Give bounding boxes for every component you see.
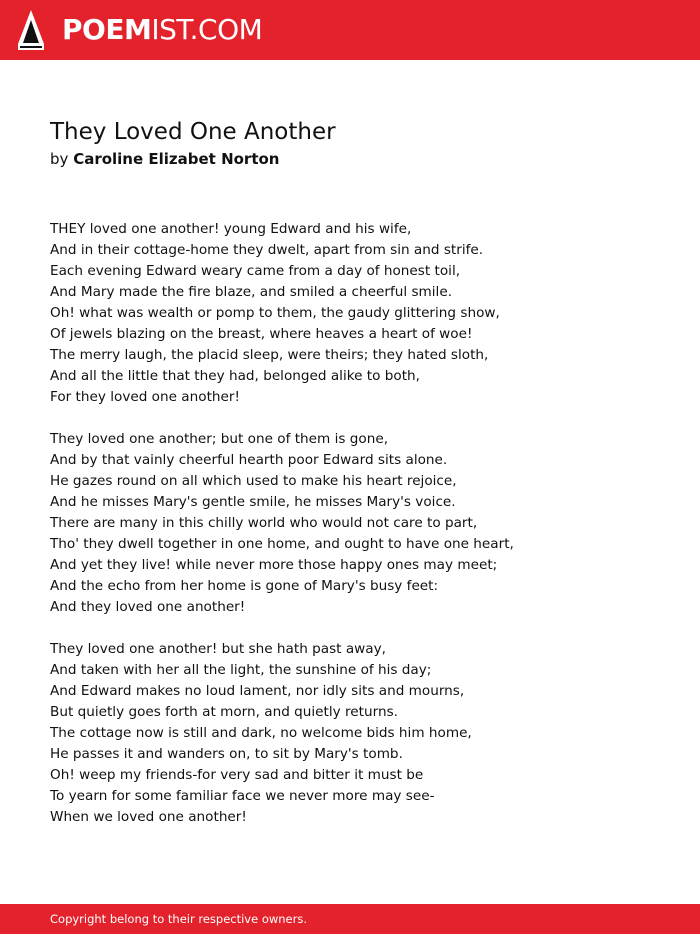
poem-line: And all the little that they had, belonged alike to both, [50,368,420,384]
logo-bold-text: POEM [62,13,152,46]
poem-line: They loved one another! but she hath past away, [50,641,386,657]
site-logo[interactable] [62,13,262,47]
logo-light-text: IST.COM [151,13,263,46]
poem-line: THEY loved one another! young Edward and his wife, [50,221,412,237]
poem-line: Oh! weep my friends-for very sad and bitter it must be [50,767,424,783]
poem-line: And they loved one another! [50,599,246,615]
poem-line: And the echo from her home is gone of Mary's busy feet: [50,578,439,594]
poem-line: And by that vainly cheerful hearth poor Edward sits alone. [50,452,448,468]
poem-line: And Edward makes no loud lament, nor idly sits and mourns, [50,683,465,699]
poem-byline [50,149,279,169]
poem-title: They Loved One Another [50,119,336,145]
poem-line: And Mary made the fire blaze, and smiled a cheerful smile. [50,284,453,300]
site-header [0,0,700,60]
by-label: by [50,150,69,168]
copyright-notice: Copyright belong to their respective owners. [50,912,308,926]
poem-line: There are many in this chilly world who would not care to part, [50,515,478,531]
site-footer [0,904,700,934]
poem-line: Each evening Edward weary came from a day of honest toil, [50,263,461,279]
poem-line: For they loved one another! [50,389,240,405]
pencil-tip-icon[interactable] [18,10,44,50]
poem-line: And he misses Mary's gentle smile, he misses Mary's voice. [50,494,456,510]
poem-line: Tho' they dwell together in one home, and ought to have one heart, [50,536,514,552]
poem-line: The merry laugh, the placid sleep, were theirs; they hated sloth, [50,347,489,363]
poem-line: They loved one another; but one of them is gone, [50,431,389,447]
poem-line: But quietly goes forth at morn, and quietly returns. [50,704,398,720]
poem-line: Of jewels blazing on the breast, where heaves a heart of woe! [50,326,473,342]
poem-line: To yearn for some familiar face we never more may see- [50,788,435,804]
poem-line: He gazes round on all which used to make his heart rejoice, [50,473,457,489]
poem-line: And yet they live! while never more those happy ones may meet; [50,557,498,573]
poem-line: And in their cottage-home they dwelt, apart from sin and strife. [50,242,484,258]
poem-line: And taken with her all the light, the sunshine of his day; [50,662,432,678]
poem-stanza [50,219,670,408]
poem-stanza [50,429,670,618]
poem-line: He passes it and wanders on, to sit by Mary's tomb. [50,746,403,762]
poem-line: When we loved one another! [50,809,247,825]
poem-stanza [50,639,670,828]
poem-body [50,219,670,849]
poem-line: Oh! what was wealth or pomp to them, the gaudy glittering show, [50,305,500,321]
poem-line: The cottage now is still and dark, no welcome bids him home, [50,725,472,741]
poem-author: Caroline Elizabet Norton [73,150,280,168]
